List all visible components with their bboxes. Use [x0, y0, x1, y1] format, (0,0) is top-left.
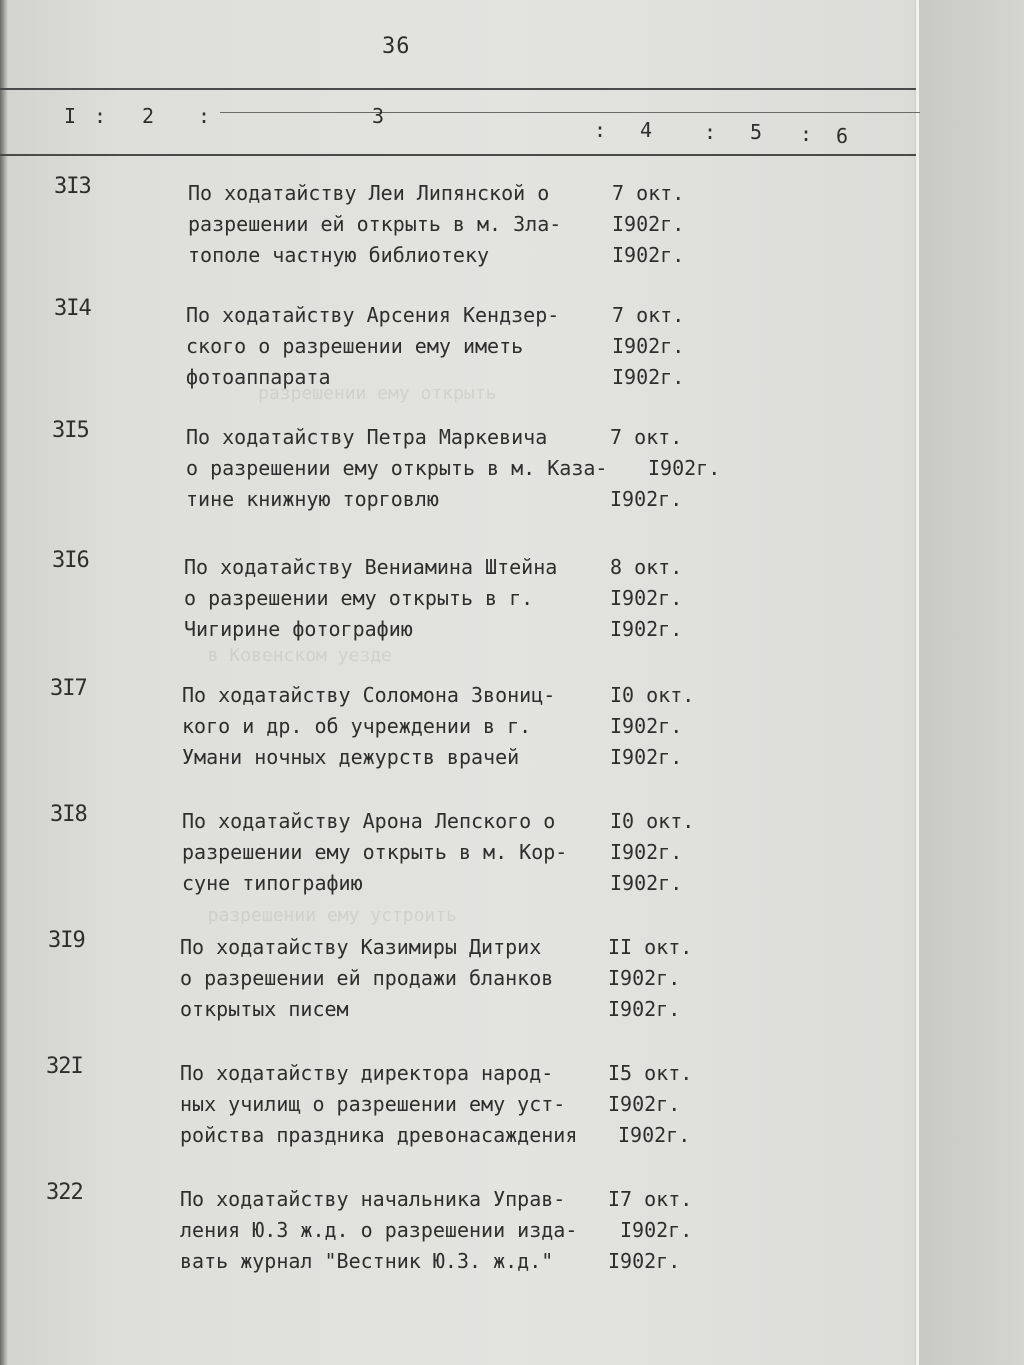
entry-description: По ходатайству Казимиры Дитрих о разрешении ей продажи бланков открытых писем [180, 935, 554, 1021]
underlying-page [919, 0, 1024, 1365]
column-4-heading: 4 [640, 118, 653, 142]
entry-number: 3I5 [52, 418, 89, 443]
entry-number: 3I9 [48, 928, 85, 953]
entry-description: По ходатайству Леи Липянской о разрешении ей открыть в м. Зла- тополе частную библиотеку [188, 181, 562, 267]
entry-number: 3I8 [50, 802, 87, 827]
column-separator: : [94, 104, 107, 128]
bleed-through-text: разрешении ему открыть [258, 383, 497, 404]
column-1-heading: I [64, 104, 77, 128]
entry-date: I7 окт. I902г. I902г. [608, 1187, 693, 1273]
header-top-rule [0, 88, 916, 90]
entry-date: II окт. I902г. I902г. [608, 935, 693, 1021]
entry-number: 3I6 [52, 548, 89, 573]
column-separator: : [800, 122, 813, 146]
bleed-through-text: разрешении ему устроить [186, 905, 457, 926]
column-separator: : [704, 120, 717, 144]
column-2-heading: 2 [142, 104, 155, 128]
entry-description: По ходатайству Вениамина Штейна о разрешении ему открыть в г. Чигирине фотографию [184, 555, 558, 641]
entry-number: 3I4 [54, 296, 91, 321]
entry-date: 7 окт. I902г. I902г. [612, 181, 685, 267]
header-mid-rule [220, 112, 920, 113]
entry-date: 7 окт. I902г. I902г. [610, 425, 721, 511]
header-bottom-rule [0, 154, 916, 156]
entry-description: По ходатайству директора народ- ных училищ о разрешении ему уст- ройства праздника древонасаждения [180, 1061, 578, 1147]
entry-description: По ходатайству Арона Лепского о разрешении ему открыть в м. Кор- суне типографию [182, 809, 568, 895]
entry-description: По ходатайству начальника Управ- ления Ю.З ж.д. о разрешении изда- вать журнал "Вестник Ю.З. ж.д." [180, 1187, 578, 1273]
entry-date: I0 окт. I902г. I902г. [610, 683, 695, 769]
column-5-heading: 5 [750, 120, 763, 144]
entry-description: По ходатайству Соломона Звониц- кого и др. об учреждении в г. Умани ночных дежурств врачей [182, 683, 556, 769]
column-separator: : [594, 118, 607, 142]
entry-number: 3I7 [50, 676, 87, 701]
entry-number: 322 [46, 1180, 83, 1205]
entry-description: По ходатайству Арсения Кендзер- ского о разрешении ему иметь фотоаппарата [186, 303, 560, 389]
column-6-heading: 6 [836, 124, 849, 148]
column-3-heading: 3 [372, 104, 385, 128]
page-number: 36 [382, 34, 411, 59]
entry-date: I5 окт. I902г. I902г. [608, 1061, 693, 1147]
entry-date: 7 окт. I902г. I902г. [612, 303, 685, 389]
bleed-through-text: в Ковенском уезде [186, 645, 392, 666]
column-separator: : [198, 104, 211, 128]
entry-description: По ходатайству Петра Маркевича о разрешении ему открыть в м. Каза- тине книжную торговлю [186, 425, 608, 511]
entry-number: 32I [46, 1054, 83, 1079]
binding-shadow [0, 0, 8, 1365]
entry-date: 8 окт. I902г. I902г. [610, 555, 683, 641]
entry-number: 3I3 [54, 174, 91, 199]
entry-date: I0 окт. I902г. I902г. [610, 809, 695, 895]
